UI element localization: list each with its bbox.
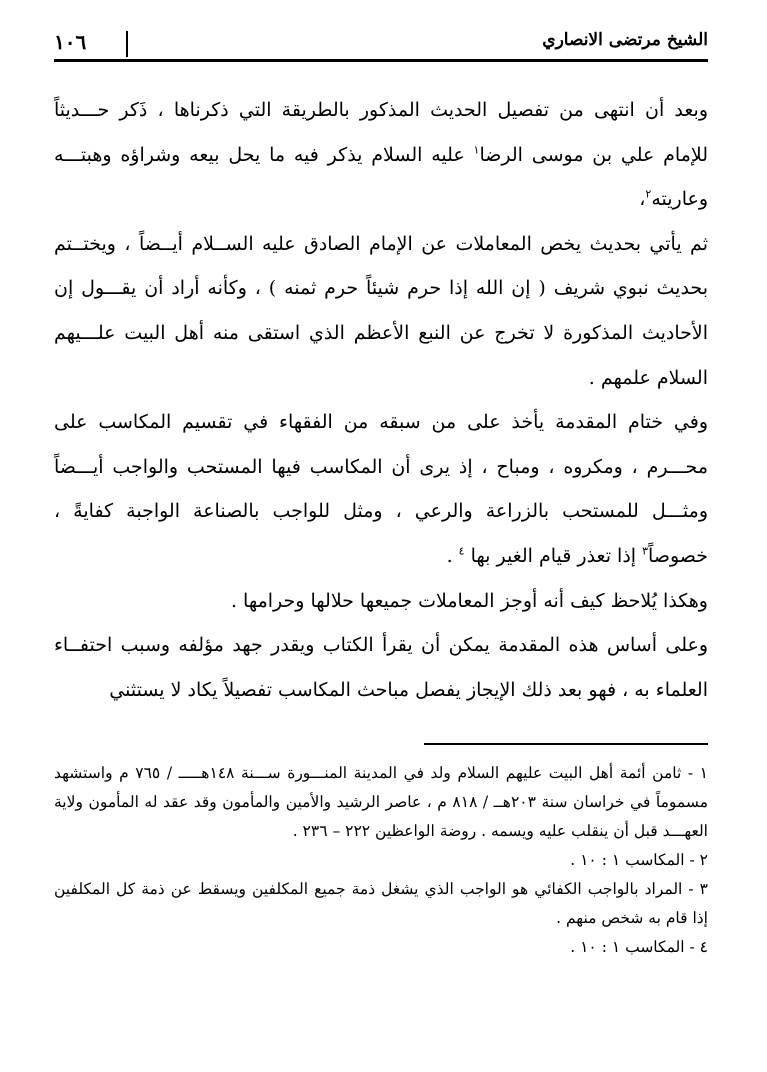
paragraph: وعلى أساس هذه المقدمة يمكن أن يقرأ الكتاب ويقدر جهد مؤلفه وسبب احتفــاء العلماء به ، فهو بعد ذلك الإيجاز يفصل مباحث المكاسب تفصيلاً يكاد لا يستثني bbox=[54, 634, 708, 701]
running-header bbox=[54, 26, 708, 62]
footnote-ref[interactable]: ٢ bbox=[645, 187, 652, 201]
header-rule bbox=[54, 59, 708, 62]
footnote: ٣ - المراد بالواجب الكفائي هو الواجب الذي يشغل ذمة جميع المكلفين ويسقط عن ذمة كل المكلفين إذا قام به شخص منهم . bbox=[54, 880, 708, 927]
footnote: ١ - ثامن أئمة أهل البيت عليهم السلام ولد في المدينة المنـــورة ســـنة ١٤٨هـــــ / ٧٦٥ م واستشهد مسموماً في خراسان سنة ٢٠٣هــ / ٨١٨ م ، عاصر الرشيد والأمين والمأمون وقد عقد له المأمون ولاية العهـــد قبل أن ينقلب عليه ويسمه . روضة الواعظين ٢٢٢ – ٢٣٦ . bbox=[54, 764, 709, 840]
footnote-ref[interactable]: ٣ bbox=[642, 544, 649, 558]
page-number: ١٠٦ bbox=[54, 30, 87, 54]
paragraph: وبعد أن انتهى من تفصيل الحديث المذكور بالطريقة التي ذكرناها ، ذَكر حـــديثاً للإمام علي بن موسى الرضا$^١$ عليه السلام يذكر فيه ما يحل بيعه وشراؤه وهبتـــه وعاريته$^٢$، bbox=[54, 99, 708, 211]
footnote-separator bbox=[424, 743, 708, 745]
main-text bbox=[54, 88, 708, 712]
paragraph: ثم يأتي بحديث يخص المعاملات عن الإمام الصادق عليه الســلام أيــضاً ، ويختــتم بحديث نبوي شريف ( إن الله إذا حرم شيئاً حرم ثمنه ) ، وكأنه أراد أن يقـــول إن الأحاديث المذكورة لا تخرج عن النبع الأعظم الذي استقى منه أهل البيت علـــيهم السلام علمهم . bbox=[54, 232, 708, 389]
paragraph: وفي ختام المقدمة يأخذ على من سبقه من الفقهاء في تقسيم المكاسب على محـــرم ، ومكروه ، ومباح ، إذ يرى أن المكاسب فيها المستحب والواجب أيـــضاً ومثـــل للمستحب بالزراعة والرعي ، ومثل للواجب بالصناعة الواجبة كفايةً ، خصوصاً$^٣$ إذا تعذر قيام الغير بها $^٤$ . bbox=[54, 411, 708, 567]
footnote-ref[interactable]: ١ bbox=[473, 143, 480, 157]
header-separator bbox=[126, 31, 128, 57]
footnote: ٤ - المكاسب ١ : ١٠ . bbox=[570, 938, 708, 956]
paragraph: وهكذا يُلاحظ كيف أنه أوجز المعاملات جميعها حلالها وحرامها . bbox=[230, 589, 708, 612]
footnote-ref[interactable]: ٤ bbox=[458, 544, 465, 558]
header-title: الشيخ مرتضى الانصاري bbox=[542, 30, 708, 50]
footnotes bbox=[54, 759, 708, 962]
footnote: ٢ - المكاسب ١ : ١٠ . bbox=[570, 851, 708, 869]
